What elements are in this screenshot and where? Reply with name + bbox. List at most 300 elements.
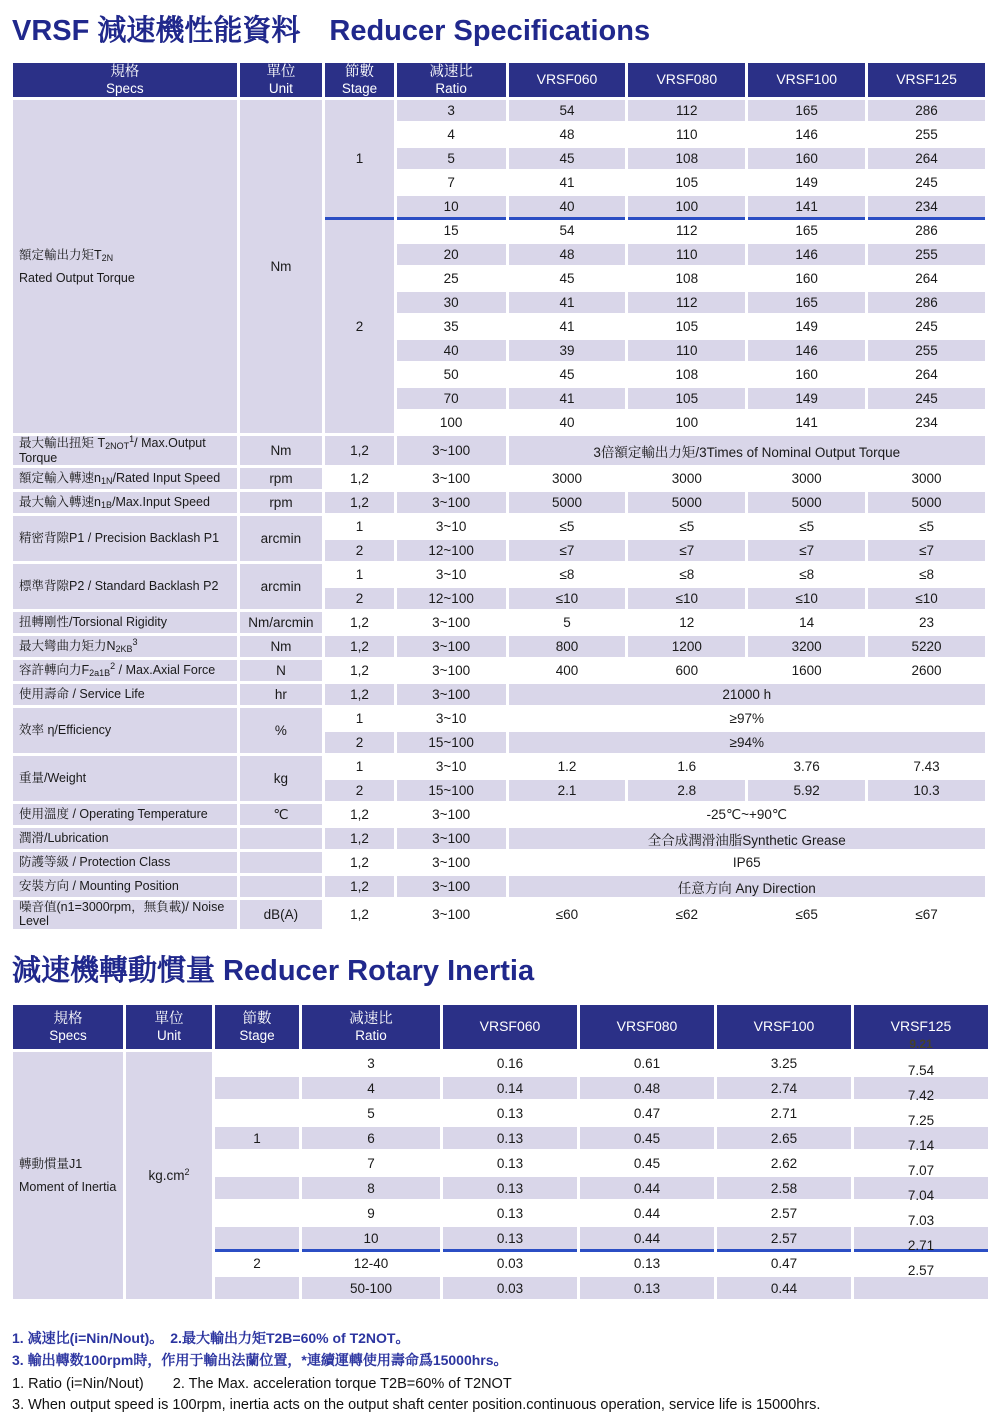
span-value-cell: 3倍額定輸出力矩/3Times of Nominal Output Torque [509,436,985,465]
value-text: 1.2 [557,759,577,775]
ratio-cell: 35 [397,316,506,337]
col-header-ratio-en: Ratio [355,1027,387,1043]
value-text: 2.58 [770,1180,798,1196]
spec-label-line1 [19,900,231,929]
value-text: 7.14 [907,1137,935,1153]
value-text: 112 [676,103,698,119]
value-cell [628,196,745,217]
value-cell [868,780,985,801]
table-row [13,852,985,873]
stage-cell: 1,2 [325,828,394,849]
footnotes-chinese [12,1328,508,1371]
label-text: 噪音值(n1=3000rpm，無負載)/ Noise Level [19,900,225,929]
value-text: 234 [915,199,938,215]
value-cell [868,172,985,193]
value-text: 2.1 [557,783,577,799]
value-cell [443,1277,577,1299]
ratio-cell: 25 [397,268,506,289]
label-text: dB(A) [263,906,299,922]
value-cell [628,516,745,537]
value-text: 100 [675,415,699,431]
value-text: 7.42 [907,1087,935,1103]
value-text: ≤10 [675,591,699,607]
stage-cell: 1 [325,100,394,217]
value-cell [748,196,865,217]
ratio-cell: 15 [397,220,506,241]
value-cell [717,1252,851,1274]
value-cell [443,1202,577,1224]
value-text: 400 [555,663,579,679]
value-cell [868,756,985,777]
value-text: 0.13 [633,1280,661,1296]
value-text: 41 [559,391,575,407]
model-name: VRSF100 [753,1018,815,1034]
rotary-inertia-section [10,1002,991,1302]
spec-header-row [13,63,985,97]
value-cell [748,900,865,929]
value-cell [628,244,745,265]
label-text: arcmin [260,531,302,547]
unit-cell [240,468,323,489]
value-text: 5220 [911,639,942,655]
value-text: 3.25 [770,1055,798,1071]
value-text: ≤8 [919,567,935,583]
value-cell [748,468,865,489]
ratio-cell: 50-100 [302,1277,440,1299]
value-text: 39 [559,343,575,359]
value-cell [717,1152,851,1174]
stage-cell: 1 [215,1127,299,1149]
label-segment: 2NOT [105,441,130,452]
value-text: 108 [675,151,699,167]
label-segment: 2 [184,1167,190,1177]
col-header-unit-en: Unit [268,81,293,97]
value-text: 2.57 [907,1262,935,1278]
spec-label-line1 [19,687,231,701]
spec-label-line1 [19,495,231,509]
col-header-unit-zh: 單位 [266,64,296,80]
value-cell [580,1077,714,1099]
value-cell [580,1202,714,1224]
col-header-ratio-zh: 减速比 [349,1010,393,1027]
value-text: 5 [563,615,571,631]
value-text: 2.65 [770,1130,798,1146]
col-header-ratio [397,63,506,97]
col-header-stage-zh: 節數 [344,64,374,80]
value-text: 160 [795,151,818,167]
col-header-specs-en: Specs [106,81,144,97]
value-cell [868,468,985,489]
label-text: 潤滑/Lubrication [19,831,109,846]
model-name: VRSF125 [890,1018,952,1034]
table-row [13,1052,988,1074]
value-text: 245 [915,319,938,335]
value-text: 110 [676,247,698,263]
value-text: ≤8 [679,567,695,583]
value-cell [580,1277,714,1299]
value-text: 5000 [911,495,942,511]
stage-cell [215,1177,299,1199]
label-text: N [276,663,286,679]
spec-label-line1 [19,723,231,737]
value-cell [580,1127,714,1149]
value-cell [509,220,626,241]
value-text: 3000 [911,471,942,487]
value-cell [443,1177,577,1199]
value-cell [628,100,745,121]
ratio-cell: 3~100 [397,636,506,657]
spec-label-cell [13,804,237,825]
value-text: 105 [675,319,699,335]
spec-label-line1 [19,771,231,785]
value-cell [748,364,865,385]
table-row [13,900,985,929]
value-cell [443,1077,577,1099]
table-row [13,636,985,657]
value-cell [443,1152,577,1174]
value-text: ≤65 [795,906,818,922]
value-text: 0.45 [633,1130,661,1146]
value-cell [509,636,626,657]
value-cell [509,660,626,681]
stage-cell [215,1077,299,1099]
spec-label-cell [13,900,237,929]
value-cell [580,1227,714,1249]
value-cell [628,780,745,801]
value-text: 2.57 [770,1205,798,1221]
ratio-cell: 3 [302,1052,440,1074]
table-row [13,708,985,729]
label-text: Nm [270,259,292,275]
spec-table-body [13,100,985,929]
spec-label-cell [13,516,237,561]
value-cell [580,1152,714,1174]
ratio-cell: 3~100 [397,828,506,849]
value-text: 146 [795,247,818,263]
value-text: 41 [559,319,575,335]
spec-label-line1 [19,663,231,677]
value-cell [628,900,745,929]
value-cell [628,388,745,409]
spec-label-line1 [19,1157,117,1171]
unit-cell [240,852,323,873]
value-text: 105 [675,175,699,191]
value-text: 286 [915,103,938,119]
label-segment: 額定輸出力矩T [19,248,102,263]
value-text: 2.8 [677,783,697,799]
label-text: ℃ [273,806,289,822]
col-header-specs-zh: 規格 [53,1010,83,1027]
stage-cell [215,1202,299,1224]
value-cell [443,1252,577,1274]
value-cell [748,492,865,513]
value-cell [748,540,865,561]
value-text: 48 [559,247,575,263]
value-cell [509,564,626,585]
spec-label-line1 [19,807,231,821]
ratio-cell: 70 [397,388,506,409]
value-text: 0.03 [496,1255,524,1271]
value-cell [854,1077,988,1103]
value-text: 108 [675,271,699,287]
label-text: Nm [270,443,292,459]
value-cell [509,412,626,433]
value-cell [748,100,865,121]
stage-cell: 1,2 [325,852,394,873]
value-cell [868,636,985,657]
unit-cell [240,828,323,849]
spec-label-cell [13,756,237,801]
rotary-inertia-table [10,1002,991,1302]
col-header-stage-zh: 節數 [242,1010,272,1027]
col-header-vrsf100 [748,63,865,97]
ratio-cell: 30 [397,292,506,313]
value-text: ≤7 [559,543,575,559]
unit-cell [240,684,323,705]
value-cell [854,1227,988,1253]
value-cell [717,1102,851,1124]
value-text: 146 [795,343,818,359]
label-text: 安裝方向 / Mounting Position [19,879,179,894]
ratio-cell: 9 [302,1202,440,1224]
ratio-cell: 40 [397,340,506,361]
model-name: VRSF125 [896,71,957,88]
table-row [13,516,985,537]
value-text: 1.6 [677,759,697,775]
label-segment: kg.cm [148,1168,185,1183]
value-text: 264 [915,367,938,383]
footnote-zh-line2: 3. 輸出轉数100rpm時，作用于輸出法蘭位置，*連續運轉使用壽命爲15000hrs。 [12,1351,508,1368]
label-segment: / Max.Axial Force [115,663,216,678]
value-cell [748,292,865,313]
value-text: 110 [676,343,698,359]
spec-label-cell [13,1052,123,1299]
label-segment: 容許轉向力F [19,663,90,678]
ratio-cell: 6 [302,1127,440,1149]
table-row [13,468,985,489]
span-value-cell: -25℃~+90℃ [509,804,985,825]
value-cell [628,564,745,585]
stage-cell [215,1152,299,1174]
value-text: 12 [679,615,695,631]
value-cell [509,340,626,361]
spec-label-cell [13,100,237,433]
col-header-vrsf100 [717,1005,851,1049]
value-cell [748,340,865,361]
spec-label-line1 [19,248,231,262]
inertia-table-body [13,1052,988,1299]
value-cell [717,1227,851,1249]
value-text: 45 [559,367,575,383]
value-cell [717,1127,851,1149]
value-text: 149 [795,391,818,407]
ratio-cell: 10 [397,196,506,217]
value-cell [509,612,626,633]
value-text: 41 [559,175,575,191]
value-text: ≤5 [799,519,815,535]
col-header-stage-en: Stage [239,1027,275,1043]
value-cell [748,412,865,433]
table-row [13,804,985,825]
value-cell [868,268,985,289]
value-cell [628,124,745,145]
table-row [13,492,985,513]
label-segment: 2KB [115,644,133,655]
value-cell [868,540,985,561]
value-text: ≤67 [915,906,938,922]
value-cell [628,148,745,169]
label-text: rpm [269,495,293,511]
value-text: 3000 [671,471,702,487]
unit-cell [126,1052,212,1299]
spec-label-line1 [19,879,231,893]
col-header-vrsf060 [509,63,626,97]
value-cell [580,1102,714,1124]
ratio-cell: 100 [397,412,506,433]
label-text: Nm [270,639,292,655]
stage-cell [215,1227,299,1249]
spec-label-cell [13,684,237,705]
spec-label-line1 [19,639,231,653]
value-cell [748,220,865,241]
value-cell [509,540,626,561]
value-cell [509,468,626,489]
ratio-cell: 10 [302,1227,440,1249]
model-name: VRSF060 [479,1018,541,1034]
value-text: 0.48 [633,1080,661,1096]
value-text: 105 [675,391,699,407]
value-text: 286 [915,223,938,239]
page-title-specifications: VRSF 減速機性能資料 Reducer Specifications [12,15,651,47]
stage-cell: 2 [325,540,394,561]
value-text: 264 [915,271,938,287]
ratio-cell: 7 [302,1152,440,1174]
stage-cell: 2 [325,588,394,609]
spec-label-cell [13,636,237,657]
value-text: ≤60 [555,906,579,922]
value-cell [748,172,865,193]
value-text: 5000 [791,495,822,511]
model-name: VRSF080 [616,1018,678,1034]
value-text: 141 [795,415,818,431]
value-cell [443,1102,577,1124]
stage-cell: 1,2 [325,636,394,657]
value-text: 5000 [671,495,702,511]
value-text: 40 [559,199,575,215]
value-cell [854,1177,988,1203]
stage-cell: 1,2 [325,804,394,825]
ratio-cell: 3~100 [397,684,506,705]
col-header-unit-zh: 單位 [154,1010,184,1027]
table-row [13,876,985,897]
value-cell [868,196,985,217]
value-text: 165 [795,223,818,239]
value-cell [748,564,865,585]
span-value-cell: IP65 [509,852,985,873]
ratio-cell: 3~100 [397,436,506,465]
inertia-header-row [13,1005,988,1049]
label-segment: /Rated Input Speed [112,471,221,486]
col-header-specs-zh: 規格 [110,64,140,80]
value-text: 45 [559,151,575,167]
spec-label-cell [13,660,237,681]
footnote-en-line2: 3. When output speed is 100rpm, inertia acts on the output shaft center position.continuous operation, service life is 15000hrs. [12,1397,821,1414]
ratio-cell: 3~100 [397,492,506,513]
value-text: 0.13 [496,1105,524,1121]
value-text: ≤5 [919,519,935,535]
value-text: ≤7 [679,543,695,559]
table-row [13,100,985,121]
stage-cell: 1,2 [325,492,394,513]
value-cell [748,316,865,337]
value-text: 0.16 [496,1055,524,1071]
reducer-specifications-table [10,60,988,932]
label-text: % [274,723,287,739]
value-cell [628,220,745,241]
value-cell [717,1202,851,1224]
value-text: 5000 [551,495,582,511]
spec-label-line1 [19,831,231,845]
value-text: 41 [559,295,575,311]
value-text: ≤7 [799,543,815,559]
spec-label-cell [13,612,237,633]
value-cell [509,316,626,337]
value-cell [509,492,626,513]
value-cell [717,1052,851,1074]
col-header-vrsf060 [443,1005,577,1049]
spec-label-cell [13,876,237,897]
ratio-cell: 5 [302,1102,440,1124]
value-text: ≤10 [915,591,938,607]
value-cell [717,1077,851,1099]
ratio-cell: 15~100 [397,732,506,753]
stage-cell: 1,2 [325,876,394,897]
value-text: 7.43 [913,759,940,775]
value-cell [628,660,745,681]
value-cell [748,780,865,801]
value-cell [443,1052,577,1074]
value-cell [748,612,865,633]
col-header-stage [325,63,394,97]
value-text: 0.13 [496,1180,524,1196]
ratio-cell: 3~10 [397,708,506,729]
model-name: VRSF100 [776,71,838,88]
value-cell [748,660,865,681]
spec-label-cell [13,492,237,513]
spec-label-cell [13,436,237,465]
value-cell [854,1102,988,1128]
col-header-specs [13,63,237,97]
value-cell [509,148,626,169]
value-text: 2.62 [770,1155,798,1171]
value-text: 3000 [791,471,822,487]
value-cell [580,1252,714,1274]
page-title-rotary-inertia: 減速機轉動慣量 Reducer Rotary Inertia [12,955,535,987]
value-cell [868,220,985,241]
value-text: ≤8 [799,567,815,583]
ratio-cell: 4 [397,124,506,145]
label-segment: 1N [100,476,113,487]
unit-cell [240,876,323,897]
value-cell [868,612,985,633]
value-text: 149 [795,319,818,335]
value-cell [854,1152,988,1178]
value-text: 45 [559,271,575,287]
value-text: 0.47 [770,1255,798,1271]
label-text: rpm [269,471,293,487]
value-text: ≤5 [679,519,695,535]
value-text: 112 [676,295,698,311]
